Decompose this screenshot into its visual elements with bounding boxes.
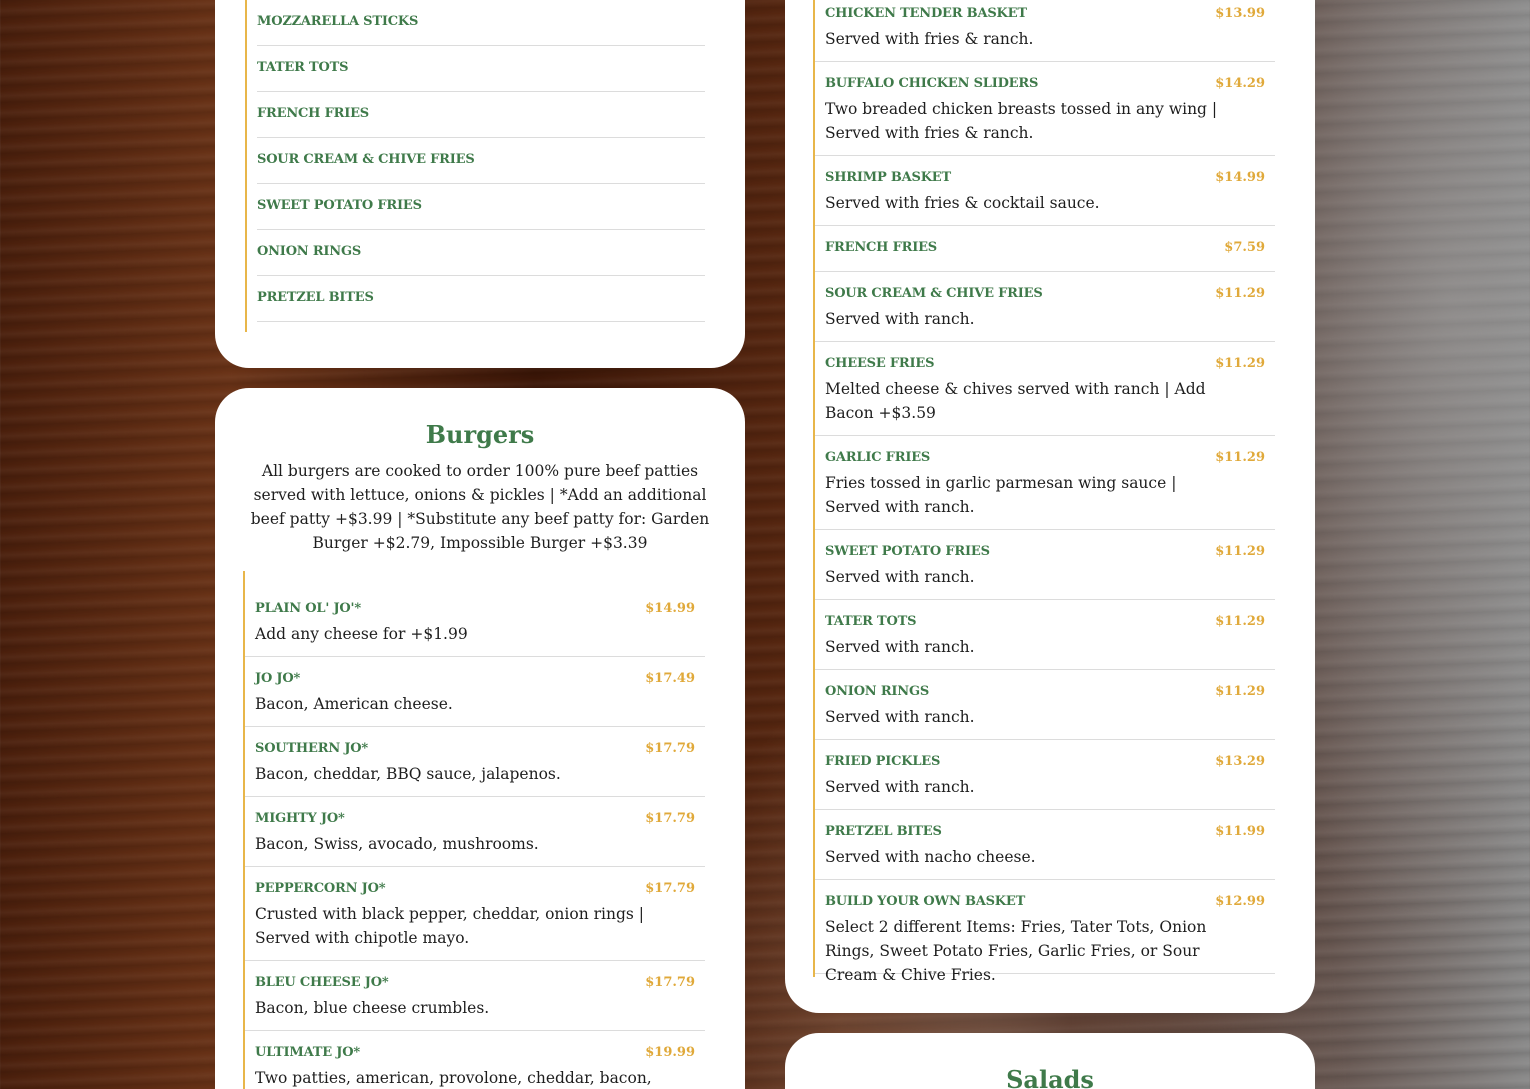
item-name: MOZZARELLA STICKS [257, 14, 419, 29]
item-name: SOUR CREAM & CHIVE FRIES [257, 152, 475, 167]
sides-list-item [257, 276, 705, 322]
item-description: Served with ranch. [825, 638, 975, 656]
item-description: Melted cheese & chives served with ranch | Add Bacon +$3.59 [825, 380, 1206, 422]
item-price: $11.29 [1215, 614, 1265, 629]
menu-item [815, 0, 1275, 62]
menu-item [245, 587, 705, 657]
menu-item-header [825, 894, 1265, 909]
section-title-salads: Salads [1006, 1065, 1094, 1089]
menu-item-header [825, 76, 1265, 91]
burgers-intro: All burgers are cooked to order 100% pure beef patties served with lettuce, onions & pickles | *Add an additional beef patty +$3.99 | *Substitute any beef patty for: Garden Burger +$2.79, Impossible Burger +$3.39 [250, 462, 710, 552]
item-name: ULTIMATE JO* [255, 1045, 360, 1060]
item-price: $11.99 [1215, 824, 1265, 839]
menu-item-header [825, 754, 1265, 769]
sides-list-item [257, 138, 705, 184]
sides-list-item [257, 230, 705, 276]
item-price: $11.29 [1215, 450, 1265, 465]
item-description: Two breaded chicken breasts tossed in any wing | Served with fries & ranch. [825, 100, 1218, 142]
menu-item-header [825, 356, 1265, 371]
item-name: SWEET POTATO FRIES [825, 544, 990, 559]
sides-list-item [257, 184, 705, 230]
item-name: FRIED PICKLES [825, 754, 941, 769]
item-price: $17.79 [645, 811, 695, 826]
menu-item [815, 600, 1275, 670]
sides-list-item [257, 0, 705, 46]
menu-item-header [255, 741, 695, 756]
item-name: PRETZEL BITES [257, 290, 374, 305]
menu-item [815, 226, 1275, 272]
item-name: ONION RINGS [257, 244, 362, 259]
menu-item-header [825, 240, 1265, 255]
menu-item [245, 657, 705, 727]
menu-item [245, 961, 705, 1031]
item-name: TATER TOTS [257, 60, 349, 75]
item-description: Select 2 different Items: Fries, Tater Tots, Onion Rings, Sweet Potato Fries, Garlic Fries, or Sour Cream & Chive Fries. [825, 918, 1207, 984]
item-description: Crusted with black pepper, cheddar, onion rings | Served with chipotle mayo. [255, 905, 644, 947]
burgers-card [215, 388, 745, 1089]
menu-item-header [255, 975, 695, 990]
menu-item [245, 1031, 705, 1089]
menu-item-header [255, 1045, 695, 1060]
item-description: Served with ranch. [825, 568, 975, 586]
item-name: SOUTHERN JO* [255, 741, 369, 756]
menu-item-header [825, 450, 1265, 465]
item-name: BUILD YOUR OWN BASKET [825, 894, 1026, 909]
item-description: Bacon, blue cheese crumbles. [255, 999, 490, 1017]
item-description: Served with ranch. [825, 778, 975, 796]
menu-item-header [255, 601, 695, 616]
menu-item-header [255, 811, 695, 826]
item-description: Served with fries & cocktail sauce. [825, 194, 1100, 212]
menu-item-header [825, 170, 1265, 185]
menu-item [815, 530, 1275, 600]
burgers-list [243, 571, 705, 1089]
item-name: BLEU CHEESE JO* [255, 975, 389, 990]
sides-list-item [257, 92, 705, 138]
item-description: Fries tossed in garlic parmesan wing sauce | Served with ranch. [825, 474, 1177, 516]
menu-item-header [825, 544, 1265, 559]
item-description: Bacon, Swiss, avocado, mushrooms. [255, 835, 539, 853]
item-price: $11.29 [1215, 356, 1265, 371]
item-name: MIGHTY JO* [255, 811, 345, 826]
item-name: SOUR CREAM & CHIVE FRIES [825, 286, 1043, 301]
menu-item-header [825, 684, 1265, 699]
menu-item-header [825, 286, 1265, 301]
item-price: $14.99 [1215, 170, 1265, 185]
item-price: $12.99 [1215, 894, 1265, 909]
item-description: Served with nacho cheese. [825, 848, 1036, 866]
item-name: SHRIMP BASKET [825, 170, 951, 185]
menu-item [815, 272, 1275, 342]
item-description: Add any cheese for +$1.99 [255, 625, 468, 643]
sides-card [215, 0, 745, 368]
item-name: BUFFALO CHICKEN SLIDERS [825, 76, 1039, 91]
baskets-card [785, 0, 1315, 1013]
item-name: JO JO* [255, 671, 301, 686]
menu-item [815, 436, 1275, 530]
item-description: Served with ranch. [825, 708, 975, 726]
menu-item [815, 880, 1275, 984]
sides-list-item [257, 46, 705, 92]
section-title-burgers: Burgers [425, 420, 535, 449]
item-name: GARLIC FRIES [825, 450, 931, 465]
item-price: $11.29 [1215, 684, 1265, 699]
item-price: $14.99 [645, 601, 695, 616]
menu-item-header [255, 671, 695, 686]
item-price: $17.79 [645, 741, 695, 756]
menu-item [815, 740, 1275, 810]
sides-list [245, 0, 705, 332]
item-price: $11.29 [1215, 544, 1265, 559]
item-name: CHICKEN TENDER BASKET [825, 6, 1027, 21]
item-name: CHEESE FRIES [825, 356, 935, 371]
menu-item-header [825, 614, 1265, 629]
item-price: $19.99 [645, 1045, 695, 1060]
menu-item [245, 797, 705, 867]
item-description: Bacon, cheddar, BBQ sauce, jalapenos. [255, 765, 561, 783]
menu-item [815, 156, 1275, 226]
menu-item [815, 810, 1275, 880]
item-description: Served with fries & ranch. [825, 30, 1034, 48]
item-name: ONION RINGS [825, 684, 930, 699]
menu-item-header [255, 881, 695, 896]
item-name: PRETZEL BITES [825, 824, 942, 839]
baskets-list [813, 0, 1275, 984]
menu-item [245, 867, 705, 961]
item-name: SWEET POTATO FRIES [257, 198, 422, 213]
item-description: Bacon, American cheese. [255, 695, 453, 713]
menu-item-header [825, 6, 1265, 21]
item-price: $13.29 [1215, 754, 1265, 769]
item-description: Two patties, american, provolone, cheddar, bacon, [255, 1069, 652, 1087]
item-name: FRENCH FRIES [257, 106, 369, 121]
item-price: $17.49 [645, 671, 695, 686]
salads-card [785, 1033, 1315, 1089]
item-name: PEPPERCORN JO* [255, 881, 386, 896]
item-price: $7.59 [1224, 240, 1265, 255]
item-name: TATER TOTS [825, 614, 917, 629]
item-name: PLAIN OL' JO'* [255, 601, 361, 616]
item-price: $11.29 [1215, 286, 1265, 301]
item-price: $17.79 [645, 975, 695, 990]
item-price: $14.29 [1215, 76, 1265, 91]
item-name: FRENCH FRIES [825, 240, 937, 255]
menu-item [815, 670, 1275, 740]
item-description: Served with ranch. [825, 310, 975, 328]
menu-item [245, 727, 705, 797]
item-price: $13.99 [1215, 6, 1265, 21]
menu-item-header [825, 824, 1265, 839]
item-price: $17.79 [645, 881, 695, 896]
menu-item [815, 342, 1275, 436]
menu-item [815, 62, 1275, 156]
